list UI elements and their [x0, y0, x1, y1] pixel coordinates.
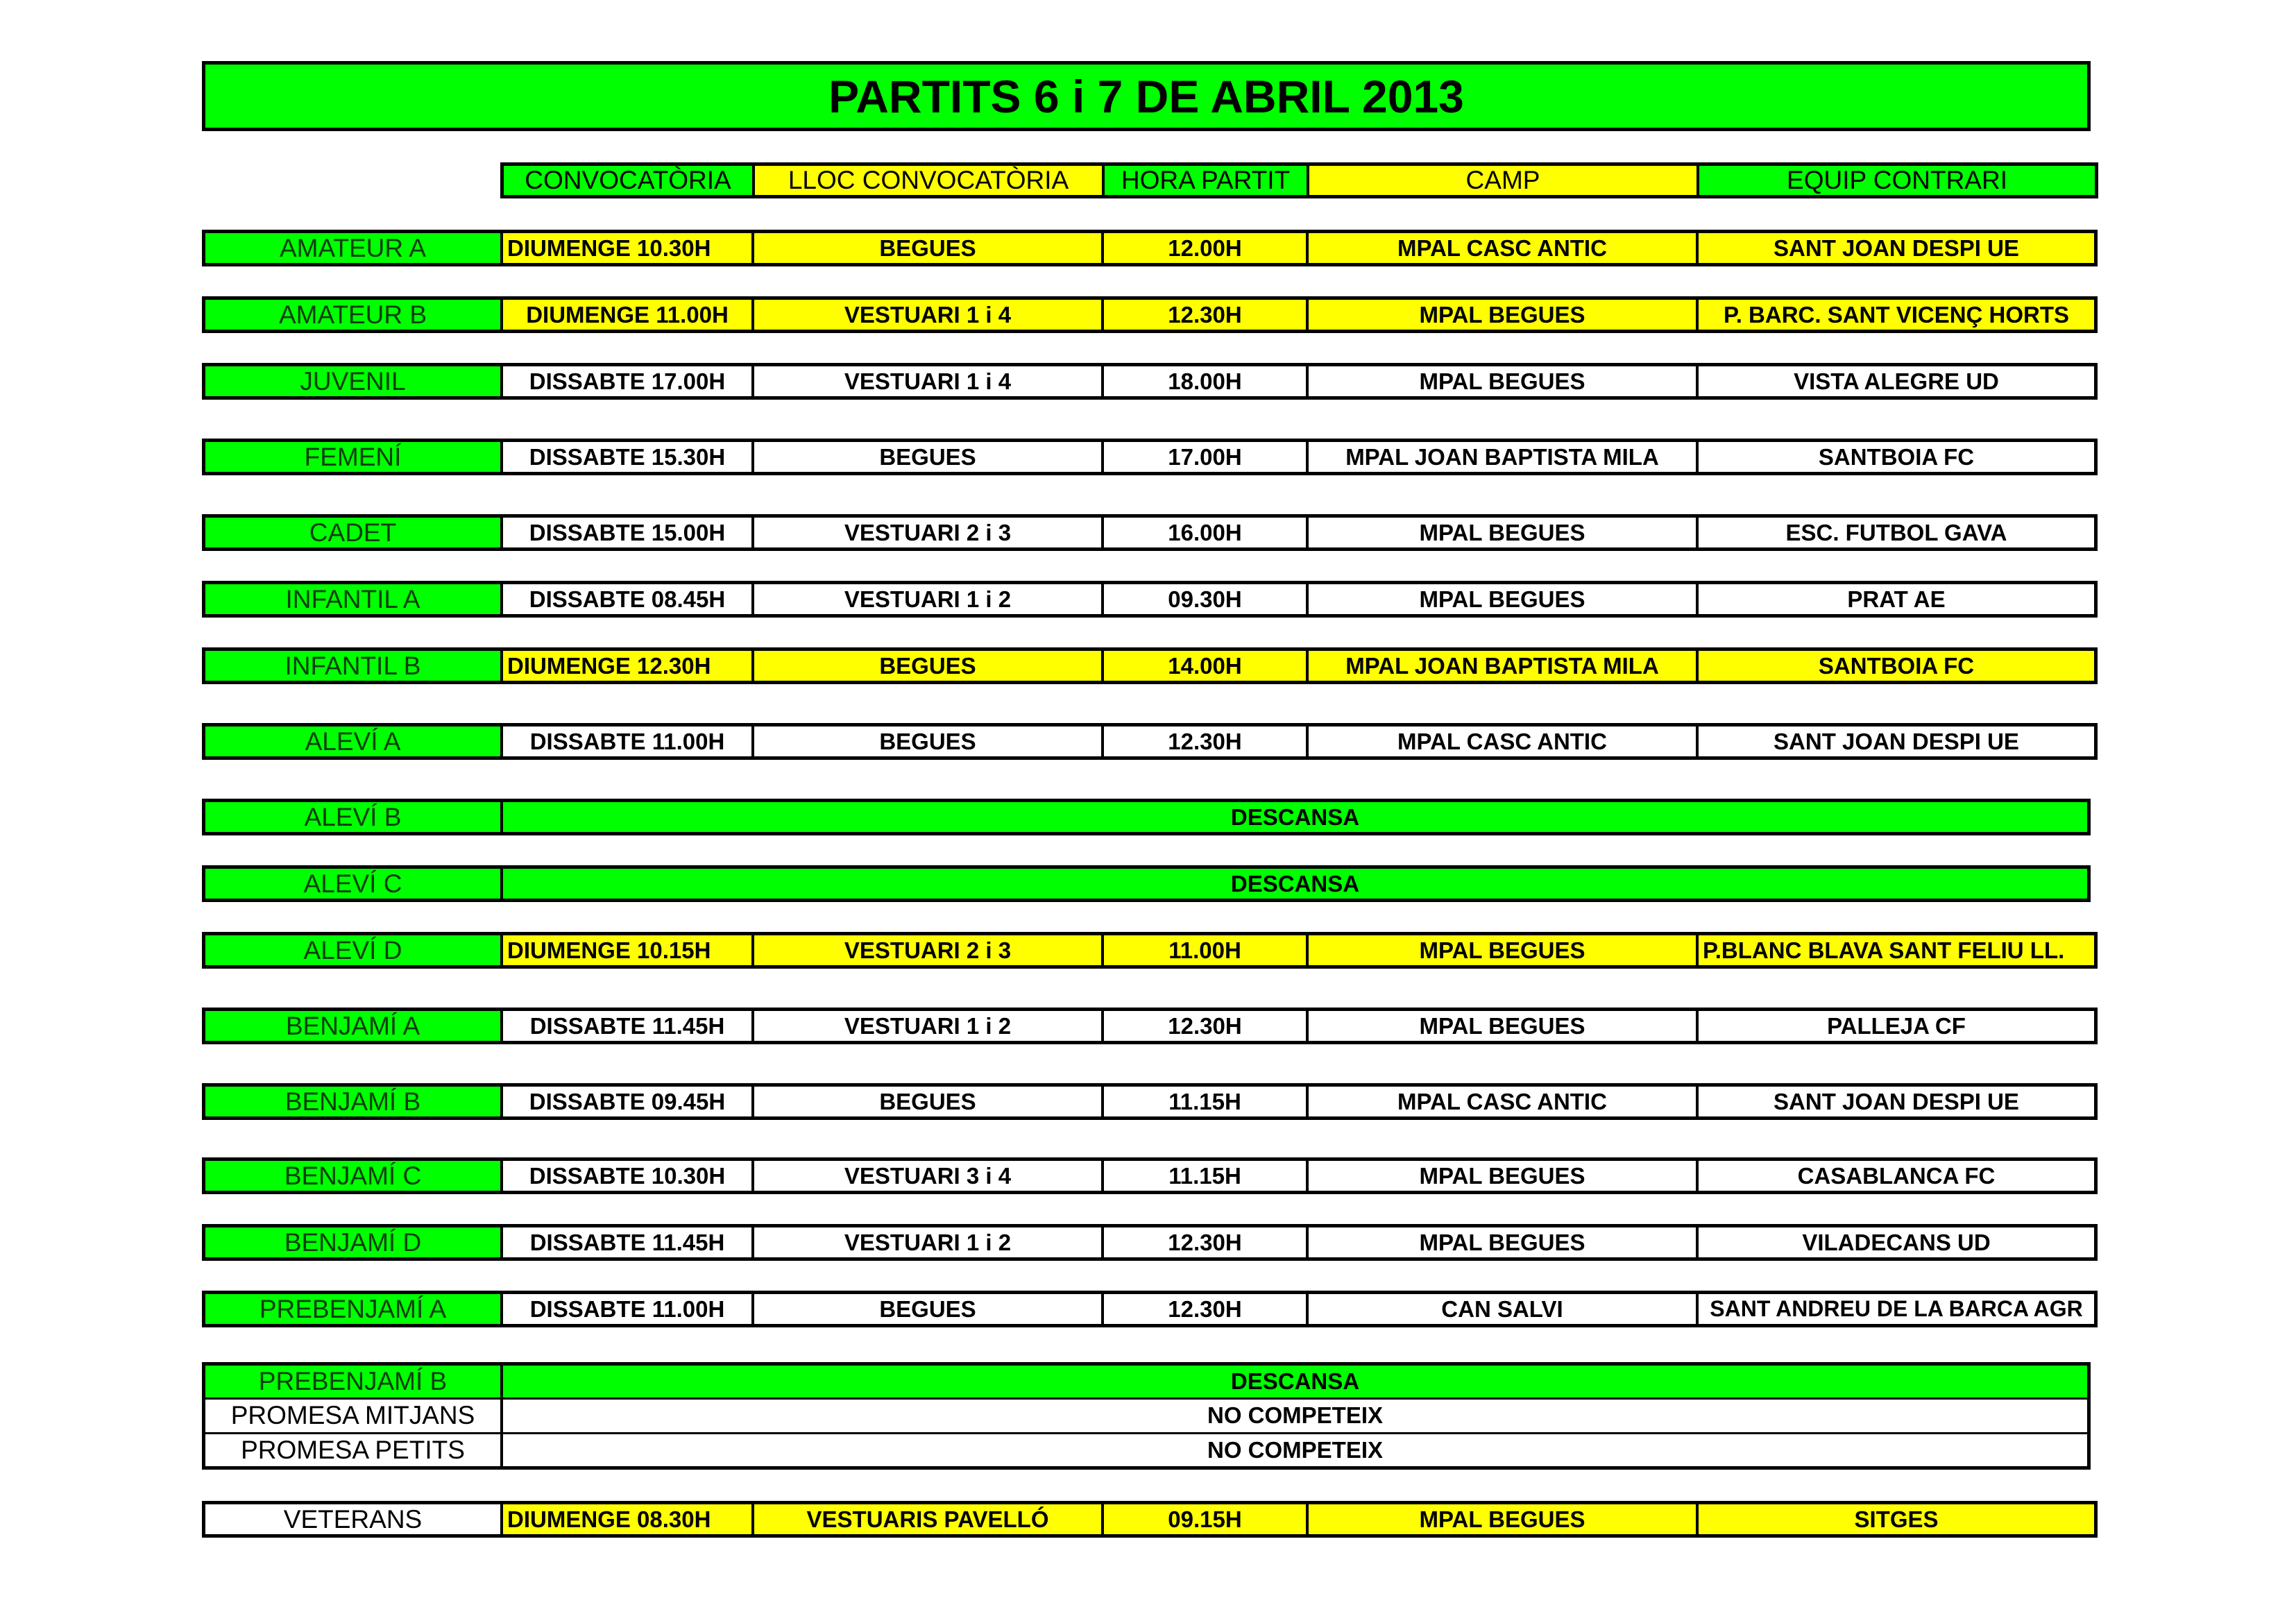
convocatoria-cell: DISSABTE 10.30H: [503, 1161, 754, 1191]
convocatoria-cell: DISSABTE 09.45H: [503, 1087, 754, 1116]
camp-cell: MPAL BEGUES: [1309, 935, 1699, 965]
hora-cell: 11.15H: [1104, 1161, 1309, 1191]
table-row: [202, 296, 2098, 333]
convocatoria-cell: DIUMENGE 11.00H: [503, 300, 754, 330]
team-name: JUVENIL: [205, 366, 503, 396]
convocatoria-cell: DIUMENGE 10.30H: [503, 233, 754, 263]
table-row: [202, 514, 2098, 551]
convocatoria-cell: DIUMENGE 10.15H: [503, 935, 754, 965]
table-row: [202, 230, 2098, 266]
camp-cell: MPAL CASC ANTIC: [1309, 726, 1699, 756]
lloc-cell: VESTUARI 1 i 2: [754, 584, 1104, 614]
camp-cell: MPAL BEGUES: [1309, 1504, 1699, 1534]
lloc-cell: BEGUES: [754, 1294, 1104, 1324]
table-row: [205, 1400, 2087, 1434]
hora-cell: 09.15H: [1104, 1504, 1309, 1534]
team-name: CADET: [205, 518, 503, 547]
team-name: BENJAMÍ A: [205, 1011, 503, 1041]
rival-cell: SANT JOAN DESPI UE: [1699, 233, 2094, 263]
convocatoria-cell: DISSABTE 11.00H: [503, 1294, 754, 1324]
rival-cell: VISTA ALEGRE UD: [1699, 366, 2094, 396]
rival-cell: P. BARC. SANT VICENÇ HORTS: [1699, 300, 2094, 330]
team-name: ALEVÍ B: [205, 802, 503, 832]
lloc-cell: VESTUARI 2 i 3: [754, 518, 1104, 547]
table-row: [205, 1434, 2087, 1466]
rival-cell: SANT JOAN DESPI UE: [1699, 1087, 2094, 1116]
table-row: [202, 1224, 2098, 1261]
rival-cell: PRAT AE: [1699, 584, 2094, 614]
header-convocatoria: CONVOCATÒRIA: [504, 166, 755, 195]
rival-cell: P.BLANC BLAVA SANT FELIU LL.: [1699, 935, 2094, 965]
team-name: INFANTIL B: [205, 651, 503, 681]
rival-cell: VILADECANS UD: [1699, 1227, 2094, 1257]
team-name: PROMESA PETITS: [205, 1434, 503, 1466]
header-lloc-convocatoria: LLOC CONVOCATÒRIA: [755, 166, 1105, 195]
convocatoria-cell: DISSABTE 11.00H: [503, 726, 754, 756]
table-row: [202, 1501, 2098, 1538]
convocatoria-cell: DISSABTE 15.30H: [503, 442, 754, 472]
team-name: FEMENÍ: [205, 442, 503, 472]
hora-cell: 12.30H: [1104, 1294, 1309, 1324]
non-competing-group: [202, 1362, 2091, 1470]
rival-cell: SANT JOAN DESPI UE: [1699, 726, 2094, 756]
page-title: PARTITS 6 i 7 DE ABRIL 2013: [202, 61, 2091, 131]
convocatoria-cell: DIUMENGE 08.30H: [503, 1504, 754, 1534]
table-row: [202, 865, 2091, 902]
team-name: PREBENJAMÍ B: [205, 1366, 503, 1397]
hora-cell: 12.30H: [1104, 726, 1309, 756]
rival-cell: PALLEJA CF: [1699, 1011, 2094, 1041]
hora-cell: 09.30H: [1104, 584, 1309, 614]
camp-cell: MPAL BEGUES: [1309, 1011, 1699, 1041]
camp-cell: MPAL BEGUES: [1309, 366, 1699, 396]
hora-cell: 17.00H: [1104, 442, 1309, 472]
status-cell: DESCANSA: [503, 802, 2087, 832]
rival-cell: SITGES: [1699, 1504, 2094, 1534]
header-row: [500, 162, 2098, 198]
rival-cell: SANTBOIA FC: [1699, 651, 2094, 681]
team-name: BENJAMÍ D: [205, 1227, 503, 1257]
camp-cell: MPAL BEGUES: [1309, 518, 1699, 547]
camp-cell: MPAL BEGUES: [1309, 584, 1699, 614]
camp-cell: MPAL JOAN BAPTISTA MILA: [1309, 442, 1699, 472]
header-camp: CAMP: [1309, 166, 1699, 195]
convocatoria-cell: DIUMENGE 12.30H: [503, 651, 754, 681]
lloc-cell: VESTUARIS PAVELLÓ: [754, 1504, 1104, 1534]
status-cell: NO COMPETEIX: [503, 1434, 2087, 1466]
team-name: INFANTIL A: [205, 584, 503, 614]
convocatoria-cell: DISSABTE 17.00H: [503, 366, 754, 396]
lloc-cell: BEGUES: [754, 442, 1104, 472]
team-name: BENJAMÍ B: [205, 1087, 503, 1116]
camp-cell: CAN SALVI: [1309, 1294, 1699, 1324]
lloc-cell: VESTUARI 1 i 2: [754, 1011, 1104, 1041]
lloc-cell: VESTUARI 3 i 4: [754, 1161, 1104, 1191]
table-row: [205, 1366, 2087, 1400]
camp-cell: MPAL BEGUES: [1309, 1227, 1699, 1257]
team-name: ALEVÍ C: [205, 869, 503, 899]
lloc-cell: BEGUES: [754, 233, 1104, 263]
hora-cell: 12.30H: [1104, 300, 1309, 330]
team-name: ALEVÍ A: [205, 726, 503, 756]
camp-cell: MPAL CASC ANTIC: [1309, 233, 1699, 263]
status-cell: NO COMPETEIX: [503, 1400, 2087, 1431]
table-row: [202, 1157, 2098, 1194]
team-name: PROMESA MITJANS: [205, 1400, 503, 1431]
team-name: BENJAMÍ C: [205, 1161, 503, 1191]
lloc-cell: VESTUARI 1 i 4: [754, 300, 1104, 330]
convocatoria-cell: DISSABTE 15.00H: [503, 518, 754, 547]
camp-cell: MPAL CASC ANTIC: [1309, 1087, 1699, 1116]
header-equip-contrari: EQUIP CONTRARI: [1699, 166, 2095, 195]
hora-cell: 11.15H: [1104, 1087, 1309, 1116]
hora-cell: 11.00H: [1104, 935, 1309, 965]
hora-cell: 14.00H: [1104, 651, 1309, 681]
hora-cell: 12.30H: [1104, 1227, 1309, 1257]
lloc-cell: VESTUARI 1 i 4: [754, 366, 1104, 396]
camp-cell: MPAL JOAN BAPTISTA MILA: [1309, 651, 1699, 681]
header-hora-partit: HORA PARTIT: [1105, 166, 1309, 195]
camp-cell: MPAL BEGUES: [1309, 1161, 1699, 1191]
camp-cell: MPAL BEGUES: [1309, 300, 1699, 330]
convocatoria-cell: DISSABTE 08.45H: [503, 584, 754, 614]
team-name: AMATEUR B: [205, 300, 503, 330]
table-row: [202, 1083, 2098, 1120]
team-name: AMATEUR A: [205, 233, 503, 263]
lloc-cell: VESTUARI 2 i 3: [754, 935, 1104, 965]
convocatoria-cell: DISSABTE 11.45H: [503, 1011, 754, 1041]
table-row: [202, 363, 2098, 400]
hora-cell: 16.00H: [1104, 518, 1309, 547]
lloc-cell: BEGUES: [754, 726, 1104, 756]
lloc-cell: BEGUES: [754, 1087, 1104, 1116]
table-row: [202, 723, 2098, 760]
rival-cell: SANTBOIA FC: [1699, 442, 2094, 472]
table-row: [202, 581, 2098, 618]
hora-cell: 12.30H: [1104, 1011, 1309, 1041]
rival-cell: ESC. FUTBOL GAVA: [1699, 518, 2094, 547]
lloc-cell: VESTUARI 1 i 2: [754, 1227, 1104, 1257]
team-name: VETERANS: [205, 1504, 503, 1534]
status-cell: DESCANSA: [503, 869, 2087, 899]
table-row: [202, 1008, 2098, 1044]
table-row: [202, 1291, 2098, 1327]
hora-cell: 12.00H: [1104, 233, 1309, 263]
convocatoria-cell: DISSABTE 11.45H: [503, 1227, 754, 1257]
table-row: [202, 799, 2091, 835]
table-row: [202, 647, 2098, 684]
team-name: PREBENJAMÍ A: [205, 1294, 503, 1324]
table-row: [202, 439, 2098, 475]
hora-cell: 18.00H: [1104, 366, 1309, 396]
table-row: [202, 932, 2098, 969]
team-name: ALEVÍ D: [205, 935, 503, 965]
status-cell: DESCANSA: [503, 1366, 2087, 1397]
rival-cell: SANT ANDREU DE LA BARCA AGR: [1699, 1294, 2094, 1324]
lloc-cell: BEGUES: [754, 651, 1104, 681]
rival-cell: CASABLANCA FC: [1699, 1161, 2094, 1191]
